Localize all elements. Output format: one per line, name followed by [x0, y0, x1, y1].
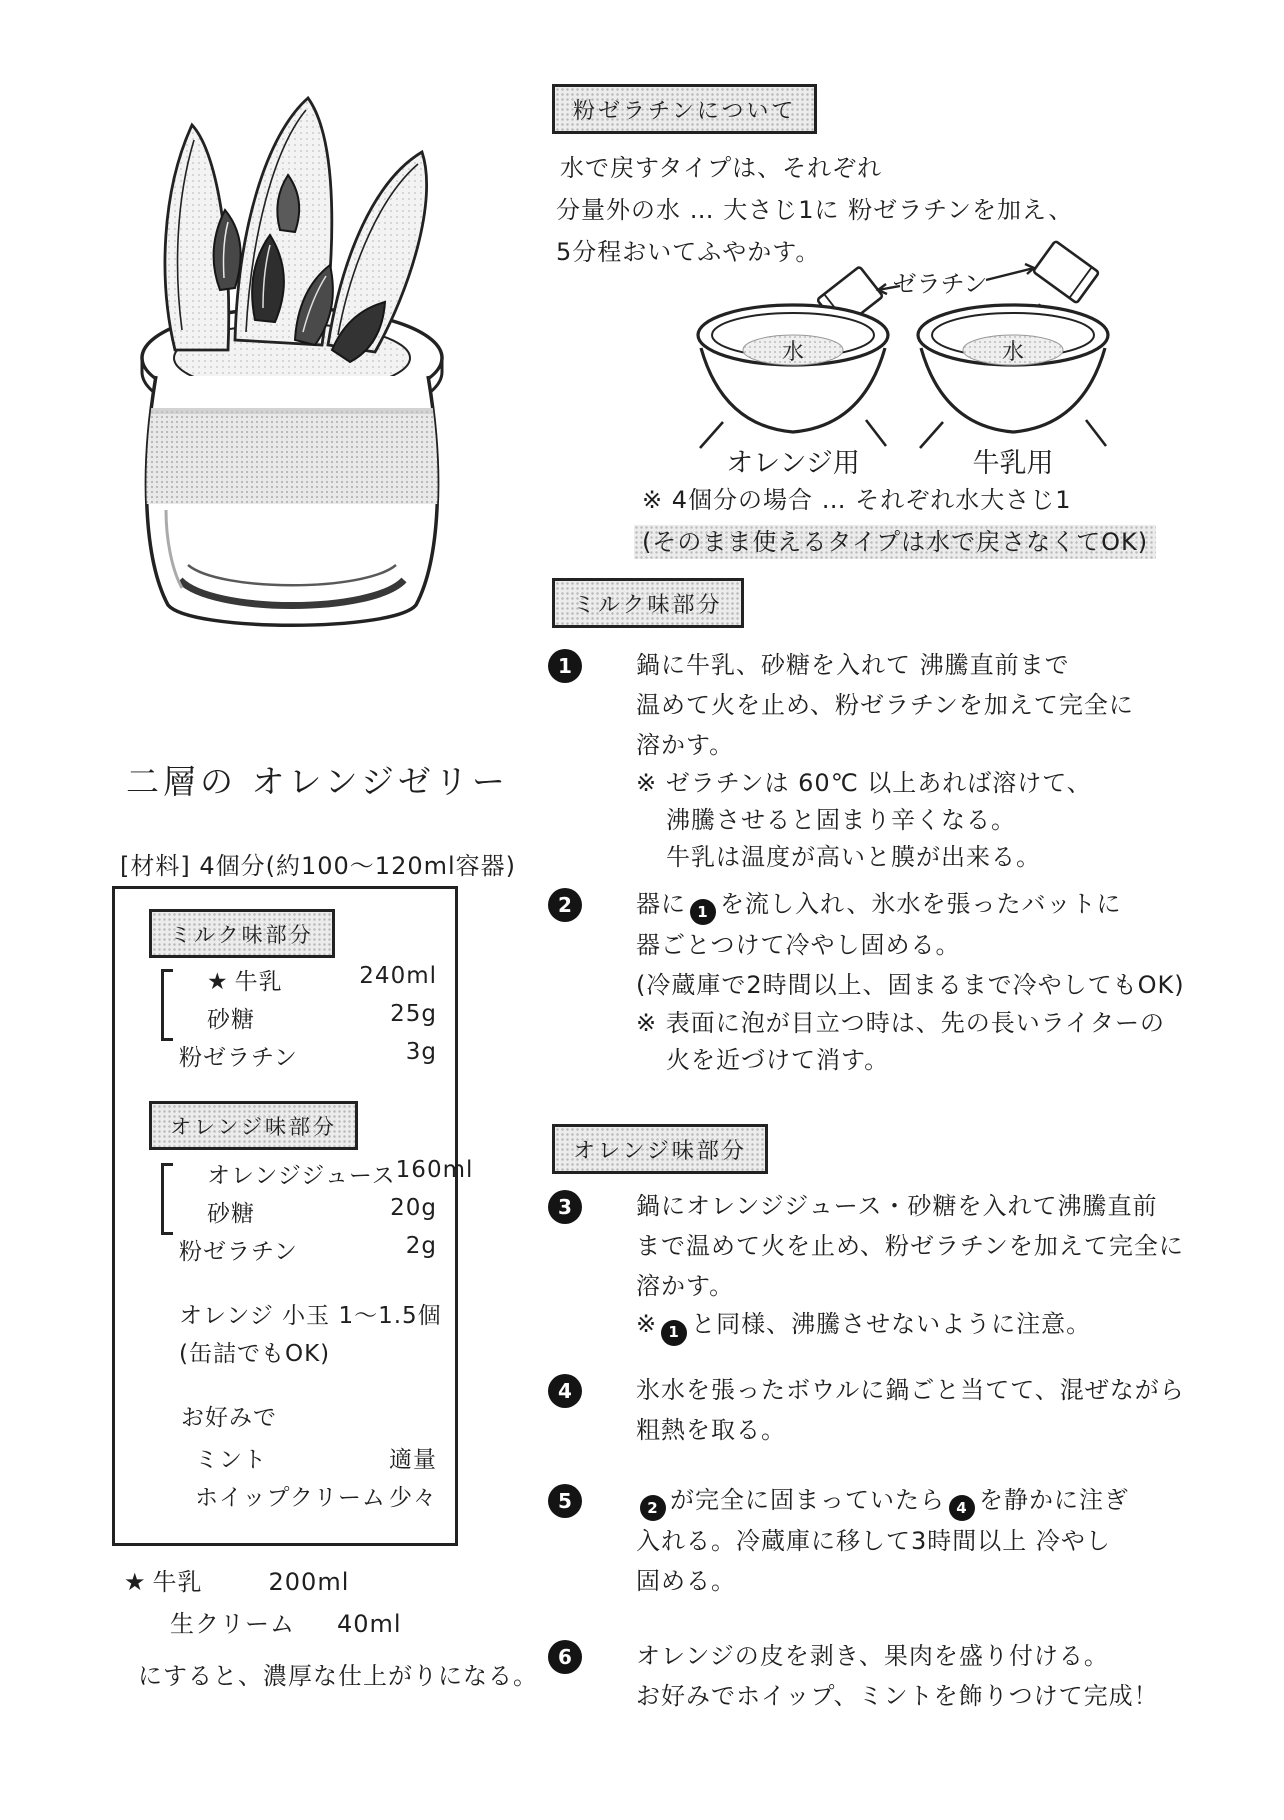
ingredient-amount: 240ml — [359, 963, 437, 989]
orange-step-3 — [548, 1186, 1184, 1346]
step-text: 器に — [636, 890, 686, 918]
ingredient-name: 粉ゼラチン — [179, 1045, 298, 1071]
optional-header: お好みで — [181, 1405, 277, 1431]
ingredient-amount: 3g — [405, 1039, 437, 1065]
step-line — [636, 1480, 1129, 1521]
step-text: を静かに注ぎ — [979, 1486, 1129, 1514]
jar-illustration — [70, 40, 470, 652]
step-number-badge: 4 — [548, 1374, 582, 1408]
ingredient-name: 砂糖 — [207, 1007, 255, 1033]
milk-section-header: ミルク味部分 — [552, 578, 744, 628]
step-ref-badge: 2 — [640, 1495, 666, 1521]
jelly-band — [130, 408, 440, 504]
step-note: 火を近づけて消す。 — [666, 1046, 890, 1074]
step-ref-badge: 1 — [661, 1320, 687, 1346]
step-line: 固める。 — [636, 1567, 736, 1595]
page-title: 二層の オレンジゼリー — [126, 762, 509, 801]
step-note: ※ 表面に泡が目立つ時は、先の長いライターの — [636, 1009, 1166, 1037]
variation-milk-row — [124, 1562, 349, 1597]
step-note: ※ ゼラチンは 60℃ 以上あれば溶けて、 — [636, 769, 1092, 797]
materials-line: [材料] 4個分(約100〜120ml容器) — [120, 852, 517, 880]
variation-amount: 40ml — [337, 1610, 402, 1638]
orange-fruit-line: オレンジ 小玉 1〜1.5個 — [179, 1303, 442, 1329]
step-line — [636, 884, 1185, 925]
step-note — [636, 1306, 1184, 1346]
gelatin-info-header: 粉ゼラチンについて — [552, 84, 817, 134]
step-line: お好みでホイップ、ミントを飾りつけて完成！ — [636, 1682, 1159, 1710]
step-text-block — [636, 884, 1185, 1079]
gelatin-line: 水で戻すタイプは、それぞれ — [560, 154, 883, 182]
step-line: (冷蔵庫で2時間以上、固まるまで冷やしてもOK) — [636, 971, 1185, 999]
step-text-block — [636, 1480, 1129, 1601]
step-line: 鍋に牛乳、砂糖を入れて 沸騰直前まで — [636, 651, 1070, 679]
orange-ingredients-header: オレンジ味部分 — [149, 1101, 358, 1150]
step-line: 溶かす。 — [636, 1272, 735, 1300]
step-line: 入れる。冷蔵庫に移して3時間以上 冷やし — [636, 1527, 1111, 1555]
star-icon: ★ — [207, 969, 229, 995]
step-ref-badge: 1 — [690, 899, 716, 925]
orange-fruit-note: (缶詰でもOK) — [179, 1341, 331, 1367]
step-number-badge: 3 — [548, 1190, 582, 1224]
ingredient-row — [179, 1233, 437, 1266]
step-line: 粗熱を取る。 — [636, 1416, 786, 1444]
step-line: まで温めて火を止め、粉ゼラチンを加えて完全に — [636, 1232, 1184, 1260]
variation-name: 生クリーム — [170, 1610, 295, 1638]
variation-cream-row — [170, 1604, 402, 1639]
ingredient-row — [195, 1441, 437, 1474]
step-number-badge: 1 — [548, 649, 582, 683]
ingredient-row — [179, 1039, 437, 1072]
bowl-right — [918, 305, 1108, 479]
ingredient-name: ミント — [195, 1447, 267, 1473]
gelatin-note-highlighted — [634, 522, 1156, 562]
step-line: 器ごとつけて冷やし固める。 — [636, 931, 961, 959]
orange-step-5 — [548, 1480, 1129, 1601]
step-line: 溶かす。 — [636, 731, 735, 759]
orange-bracket — [161, 1163, 173, 1235]
step-ref-badge: 4 — [949, 1495, 975, 1521]
step-line: オレンジの皮を剥き、果肉を盛り付ける。 — [636, 1642, 1109, 1670]
ingredient-amount: 160ml — [395, 1157, 474, 1183]
milk-ingredients-header: ミルク味部分 — [149, 909, 335, 958]
ingredient-name: ホイップクリーム — [195, 1485, 386, 1511]
ingredient-name: 粉ゼラチン — [179, 1239, 298, 1265]
step-line: 鍋にオレンジジュース・砂糖を入れて沸騰直前 — [636, 1192, 1158, 1220]
ingredient-row — [179, 1195, 437, 1228]
bowl-right-label: 牛乳用 — [972, 448, 1054, 479]
water-label: 水 — [1001, 340, 1025, 365]
step-text-block — [636, 1186, 1184, 1346]
ingredient-amount: 20g — [390, 1195, 437, 1221]
step-note: 沸騰させると固まり辛くなる。 — [666, 806, 1016, 834]
step-note: 牛乳は温度が高いと膜が出来る。 — [666, 843, 1041, 871]
step-number-badge: 2 — [548, 888, 582, 922]
step-text: ※ — [636, 1310, 658, 1338]
ingredient-amount: 少々 — [389, 1485, 437, 1511]
ingredient-amount: 25g — [390, 1001, 437, 1027]
step-number-badge: 5 — [548, 1484, 582, 1518]
ingredient-name: 砂糖 — [207, 1201, 255, 1227]
ingredients-box — [112, 886, 474, 1546]
gelatin-bowls-diagram — [588, 240, 1128, 485]
step-text-block — [636, 1370, 1185, 1450]
step-text: と同様、沸騰させないように注意。 — [691, 1310, 1092, 1338]
step-text-block — [636, 1636, 1159, 1716]
gelatin-label: ゼラチン — [892, 270, 988, 298]
step-text: を流し入れ、氷水を張ったバットに — [720, 890, 1122, 918]
milk-bracket — [161, 969, 173, 1041]
step-line: 氷水を張ったボウルに鍋ごと当てて、混ぜながら — [636, 1376, 1185, 1404]
gelatin-packet-icon — [1033, 241, 1099, 303]
ingredient-name: オレンジジュース — [207, 1163, 396, 1189]
water-label: 水 — [781, 340, 805, 365]
bowl-left-label: オレンジ用 — [726, 448, 860, 479]
highlight: (そのまま使えるタイプは水で戻さなくてOK) — [634, 525, 1156, 559]
variation-amount: 200ml — [268, 1568, 350, 1596]
milk-step-2 — [548, 884, 1185, 1079]
ingredient-row — [195, 1479, 437, 1512]
gelatin-line: 5分程おいてふやかす。 — [556, 238, 821, 266]
step-text: が完全に固まっていたら — [670, 1486, 945, 1514]
milk-step-1 — [548, 645, 1134, 876]
ingredient-row — [179, 1001, 437, 1034]
ingredient-amount: 適量 — [389, 1447, 437, 1473]
variation-name: 牛乳 — [152, 1568, 203, 1596]
star-icon: ★ — [124, 1568, 147, 1596]
step-number-badge: 6 — [548, 1640, 582, 1674]
bowl-left — [698, 305, 888, 479]
step-line: 温めて火を止め、粉ゼラチンを加えて完全に — [636, 691, 1134, 719]
ingredient-row — [179, 1157, 474, 1190]
gelatin-line: 分量外の水 … 大さじ1に 粉ゼラチンを加え、 — [556, 196, 1074, 224]
ingredient-name: ★ 牛乳 — [207, 969, 283, 995]
orange-step-6 — [548, 1636, 1159, 1716]
orange-section-header: オレンジ味部分 — [552, 1124, 768, 1174]
ingredient-amount: 2g — [405, 1233, 437, 1259]
gelatin-note: ※ 4個分の場合 … それぞれ水大さじ1 — [642, 486, 1072, 514]
orange-step-4 — [548, 1370, 1185, 1450]
variation-closing: にすると、濃厚な仕上がりになる。 — [138, 1662, 538, 1690]
ingredient-row — [179, 963, 437, 996]
step-text-block — [636, 645, 1134, 876]
